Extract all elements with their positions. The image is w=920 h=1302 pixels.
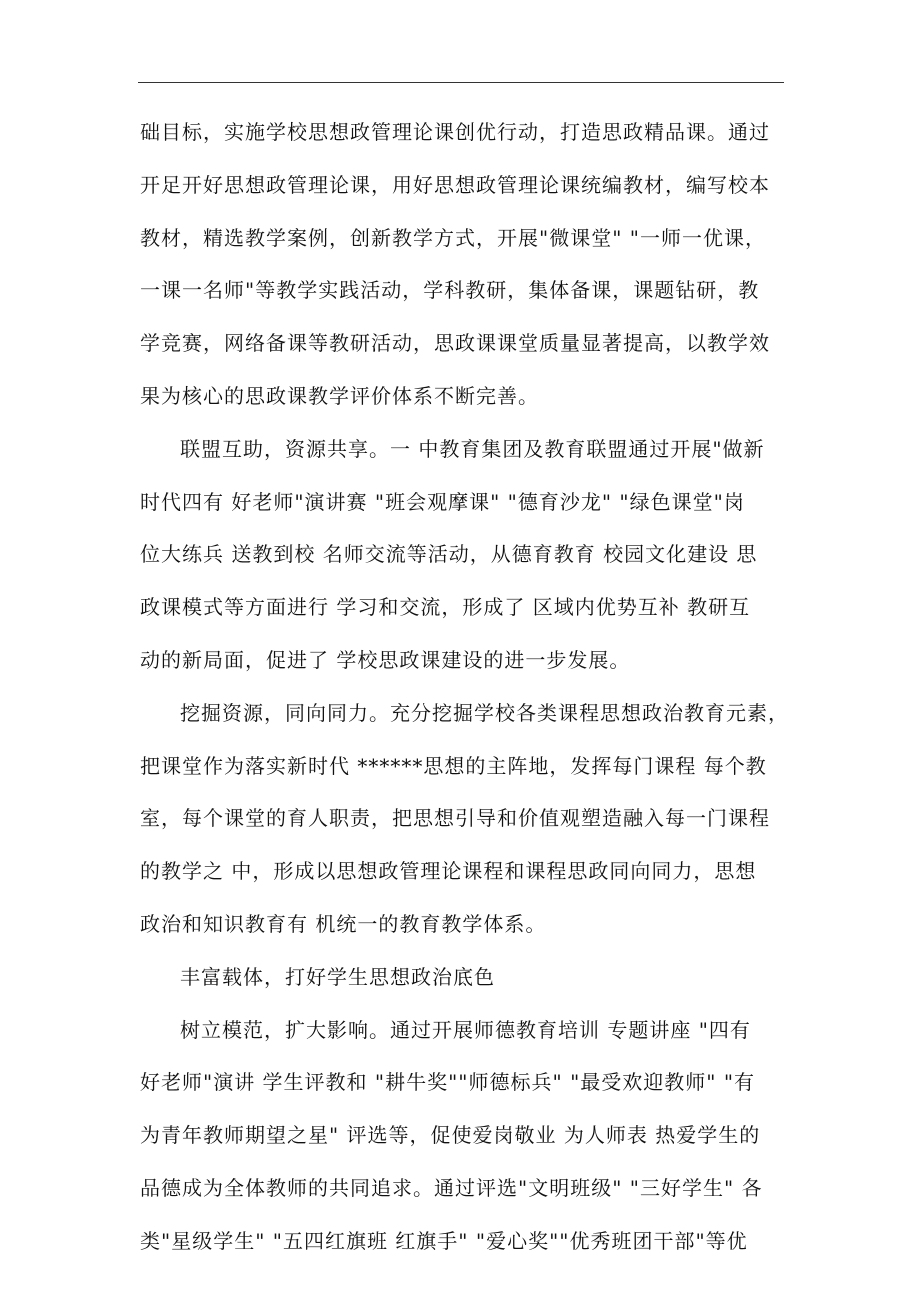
text-line: 时代四有 好老师"演讲赛 "班会观摩课" "德育沙龙" "绿色课堂"岗: [140, 489, 745, 514]
text-line: 树立模范，扩大影响。通过开展师德教育培训 专题讲座 "四有: [180, 1017, 751, 1042]
text-line: 政治和知识教育有 机统一的教育教学体系。: [140, 911, 547, 936]
text-line: 为青年教师期望之星" 评选等，促使爱岗敬业 为人师表 热爱学生的: [140, 1123, 761, 1148]
text-line: 础目标，实施学校思想政管理论课创优行动，打造思政精品课。通过: [140, 120, 770, 144]
text-line: 政课模式等方面进行 学习和交流，形成了 区域内优势互补 教研互: [140, 595, 751, 620]
text-line: 一课一名师"等教学实践活动，学科教研，集体备课，课题钻研，教: [140, 278, 760, 303]
text-line: 的教学之 中，形成以思想政管理论课程和课程思政同向同力，思想: [140, 859, 757, 884]
text-line: 果为核心的思政课教学评价体系不断完善。: [140, 383, 539, 408]
text-line: 把课堂作为落实新时代 ******思想的主阵地，发挥每门课程 每个教: [140, 753, 767, 778]
text-line: 好老师"演讲 学生评教和 "耕牛奖""师德标兵" "最受欢迎教师" "有: [140, 1070, 756, 1095]
text-line: 室，每个课堂的育人职责，把思想引导和价值观塑造融入每一门课程: [140, 806, 770, 831]
header-rule: [138, 82, 784, 83]
text-line: 教材，精选教学案例，创新教学方式，开展"微课堂" "一师一优课，: [140, 225, 766, 250]
text-line: 动的新局面，促进了 学校思政课建设的进一步发展。: [140, 647, 631, 672]
text-line: 类"星级学生" "五四红旗班 红旗手" "爱心奖""优秀班团干部"等优: [140, 1228, 748, 1253]
text-line: 位大练兵 送教到校 名师交流等活动，从德育教育 校园文化建设 思: [140, 542, 758, 567]
text-line: 学竞赛，网络备课等教研活动，思政课课堂质量显著提高，以教学效: [140, 331, 770, 356]
text-line: 品德成为全体教师的共同追求。通过评选"文明班级" "三好学生" 各: [140, 1175, 763, 1200]
text-line: 丰富载体，打好学生思想政治底色: [180, 964, 495, 989]
text-line: 开足开好思想政管理论课，用好思想政管理论课统编教材，编写校本: [140, 172, 770, 197]
document-body: [140, 112, 790, 1274]
text-line: 联盟互助，资源共享。一 中教育集团及教育联盟通过开展"做新: [180, 436, 765, 461]
text-line: 挖掘资源，同向同力。充分挖掘学校各类课程思想政治教育元素，: [180, 700, 789, 725]
